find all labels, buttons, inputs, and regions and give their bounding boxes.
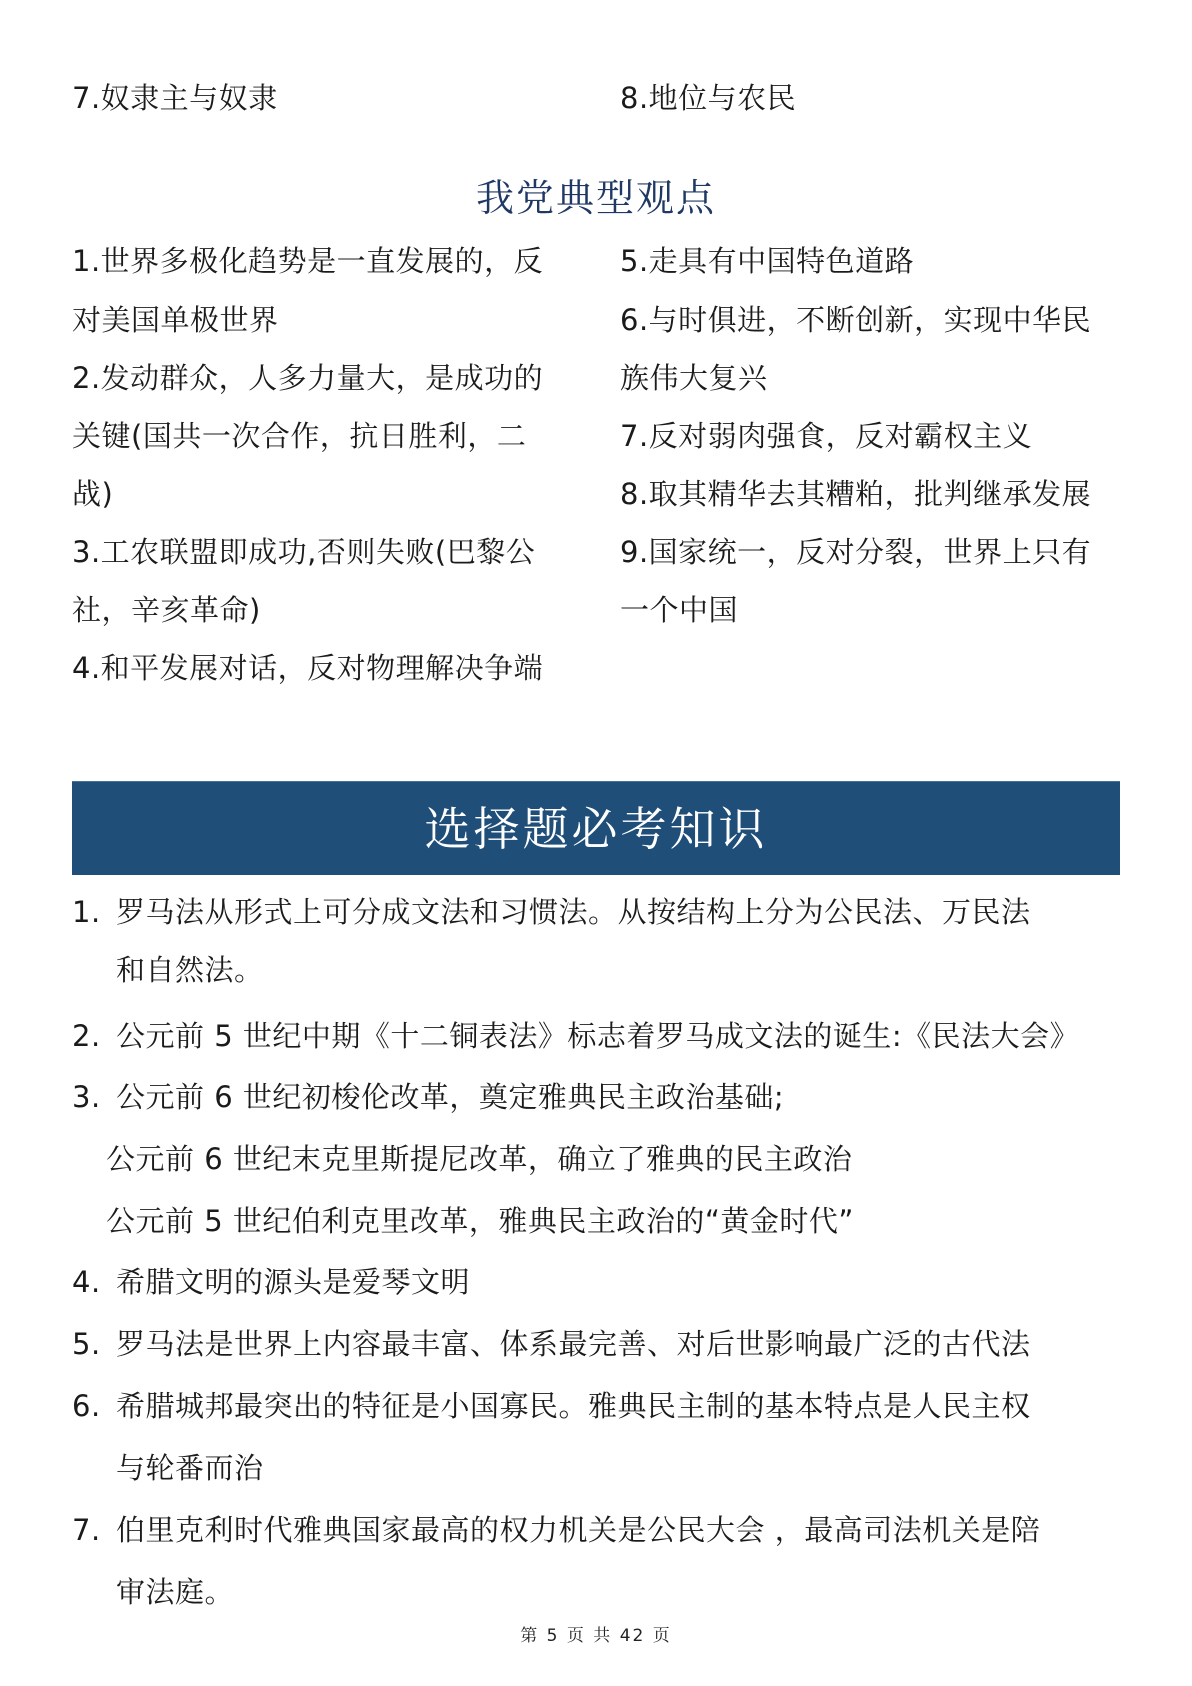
top-row-right: 8.地位与农民 bbox=[620, 81, 797, 115]
item-text: 公元前 6 世纪初梭伦改革，奠定雅典民主政治基础; bbox=[116, 1080, 785, 1114]
item-text: 罗马法从形式上可分成文法和习惯法。从按结构上分为公民法、万民法 bbox=[116, 895, 1031, 929]
banner-title: 选择题必考知识 bbox=[424, 801, 768, 856]
item-text: 希腊城邦最突出的特征是小国寡民。雅典民主制的基本特点是人民主权 bbox=[116, 1389, 1031, 1423]
party-view-line: 9.国家统一，反对分裂，世界上只有 bbox=[620, 535, 1092, 569]
party-view-line: 族伟大复兴 bbox=[620, 361, 768, 395]
party-view-line: 7.反对弱肉强食，反对霸权主义 bbox=[620, 419, 1033, 453]
knowledge-item-7-cont: 审法庭。 bbox=[116, 1575, 235, 1609]
party-view-line: 对美国单极世界 bbox=[72, 303, 279, 337]
item-number: 7. bbox=[72, 1513, 101, 1547]
knowledge-item-6-cont: 与轮番而治 bbox=[116, 1451, 264, 1485]
party-view-line: 8.取其精华去其糟粕，批判继承发展 bbox=[620, 477, 1092, 511]
item-text: 罗马法是世界上内容最丰富、体系最完善、对后世影响最广泛的古代法 bbox=[116, 1327, 1031, 1361]
knowledge-item-6 bbox=[72, 1388, 1031, 1424]
party-view-line: 社，辛亥革命) bbox=[72, 593, 261, 627]
section-banner bbox=[72, 781, 1120, 875]
knowledge-item-3 bbox=[72, 1079, 784, 1115]
knowledge-item-1-cont: 和自然法。 bbox=[116, 953, 264, 987]
item-text: 希腊文明的源头是爱琴文明 bbox=[116, 1265, 471, 1299]
knowledge-item-5 bbox=[72, 1326, 1031, 1362]
party-view-line: 2.发动群众，人多力量大，是成功的 bbox=[72, 361, 544, 395]
knowledge-item-2 bbox=[72, 1018, 1079, 1054]
party-view-line: 战) bbox=[72, 477, 114, 511]
item-number: 4. bbox=[72, 1265, 101, 1299]
party-view-line: 5.走具有中国特色道路 bbox=[620, 244, 915, 278]
page-number-footer: 第 5 页 共 42 页 bbox=[520, 1626, 672, 1646]
top-row-left: 7.奴隶主与奴隶 bbox=[72, 81, 278, 115]
item-number: 2. bbox=[72, 1019, 101, 1053]
item-number: 3. bbox=[72, 1080, 101, 1114]
party-view-line: 4.和平发展对话，反对物理解决争端 bbox=[72, 651, 544, 685]
knowledge-item-3-sub: 公元前 6 世纪末克里斯提尼改革，确立了雅典的民主政治 bbox=[106, 1142, 853, 1176]
item-number: 1. bbox=[72, 895, 101, 929]
item-text: 伯里克利时代雅典国家最高的权力机关是公民大会 ，最高司法机关是陪 bbox=[116, 1513, 1041, 1547]
knowledge-item-4 bbox=[72, 1264, 470, 1300]
item-number: 6. bbox=[72, 1389, 101, 1423]
knowledge-item-1 bbox=[72, 894, 1031, 930]
party-view-line: 3.工农联盟即成功,否则失败(巴黎公 bbox=[72, 535, 536, 569]
item-text: 公元前 5 世纪中期《十二铜表法》标志着罗马成文法的诞生:《民法大会》 bbox=[116, 1019, 1080, 1053]
knowledge-item-7 bbox=[72, 1512, 1040, 1548]
party-view-line: 1.世界多极化趋势是一直发展的，反 bbox=[72, 244, 544, 278]
item-number: 5. bbox=[72, 1327, 101, 1361]
party-view-line: 关键(国共一次合作，抗日胜利，二 bbox=[72, 419, 527, 453]
party-view-line: 6.与时俱进，不断创新，实现中华民 bbox=[620, 303, 1092, 337]
section-heading-party-views: 我党典型观点 bbox=[475, 176, 716, 220]
knowledge-item-3-sub: 公元前 5 世纪伯利克里改革，雅典民主政治的“黄金时代” bbox=[106, 1204, 854, 1238]
party-view-line: 一个中国 bbox=[620, 593, 739, 627]
